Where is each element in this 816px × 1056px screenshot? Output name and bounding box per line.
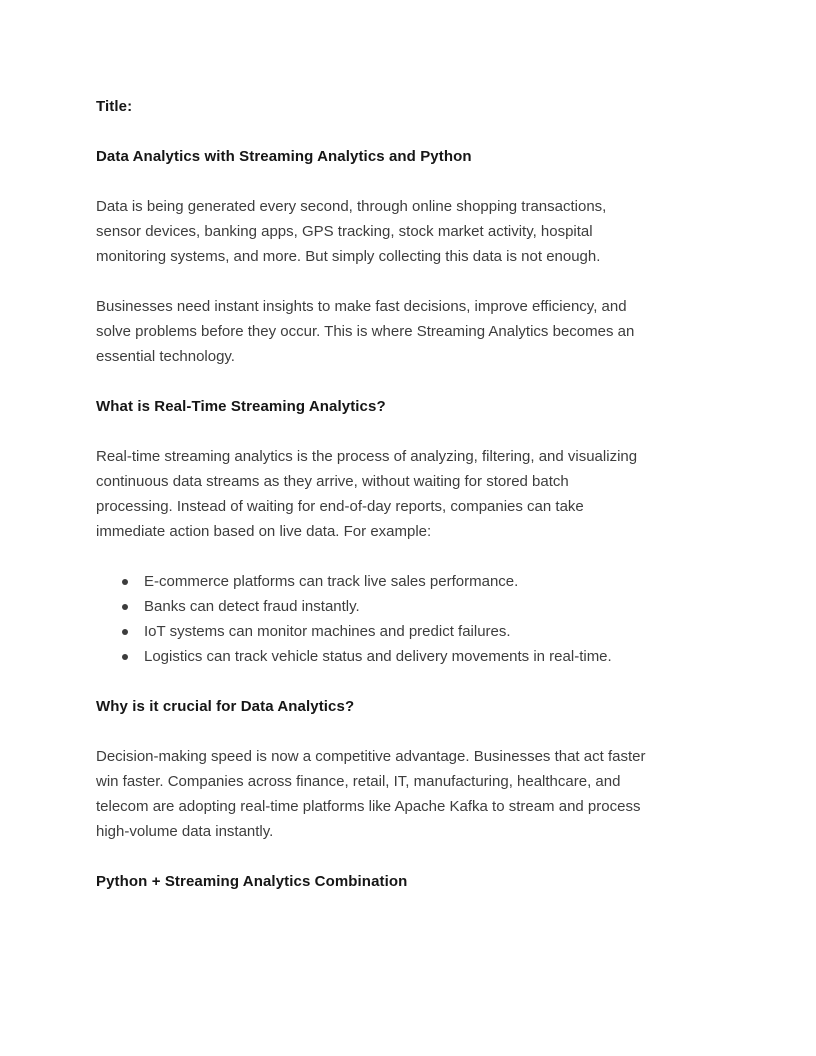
section-heading-python-combination: Python + Streaming Analytics Combination xyxy=(96,873,408,890)
text-line: solve problems before they occur. This is where Streaming Analytics becomes an xyxy=(96,323,635,340)
text-line: Businesses need instant insights to make fast decisions, improve efficiency, and xyxy=(96,298,627,315)
text-line: processing. Instead of waiting for end-of-day reports, companies can take xyxy=(96,498,584,515)
text-line: continuous data streams as they arrive, without waiting for stored batch xyxy=(96,473,569,490)
text-line: Data is being generated every second, through online shopping transactions, xyxy=(96,198,607,215)
paragraph-intro-2 xyxy=(96,294,720,369)
text-line: telecom are adopting real-time platforms like Apache Kafka to stream and process xyxy=(96,798,641,815)
bullet-item: IoT systems can monitor machines and predict failures. xyxy=(144,619,720,644)
section-heading-what-is: What is Real-Time Streaming Analytics? xyxy=(96,398,386,415)
bullet-item: Logistics can track vehicle status and delivery movements in real-time. xyxy=(144,644,720,669)
bullet-list xyxy=(96,569,720,669)
text-line: high-volume data instantly. xyxy=(96,823,274,840)
paragraph-intro-1 xyxy=(96,194,720,269)
section-heading-why-crucial: Why is it crucial for Data Analytics? xyxy=(96,698,355,715)
main-heading: Data Analytics with Streaming Analytics and Python xyxy=(96,148,472,165)
text-line: Real-time streaming analytics is the process of analyzing, filtering, and visualizing xyxy=(96,448,638,465)
paragraph-realtime-definition xyxy=(96,444,720,544)
bullet-item: Banks can detect fraud instantly. xyxy=(144,594,720,619)
bullet-item: E-commerce platforms can track live sales performance. xyxy=(144,569,720,594)
text-line: Decision-making speed is now a competitive advantage. Businesses that act faster xyxy=(96,748,646,765)
text-line: immediate action based on live data. For example: xyxy=(96,523,432,540)
text-line: monitoring systems, and more. But simply collecting this data is not enough. xyxy=(96,248,601,265)
text-line: sensor devices, banking apps, GPS tracking, stock market activity, hospital xyxy=(96,223,593,240)
paragraph-decision-speed xyxy=(96,744,720,844)
title-label: Title: xyxy=(96,98,133,115)
text-line: essential technology. xyxy=(96,348,235,365)
text-line: win faster. Companies across finance, retail, IT, manufacturing, healthcare, and xyxy=(96,773,621,790)
